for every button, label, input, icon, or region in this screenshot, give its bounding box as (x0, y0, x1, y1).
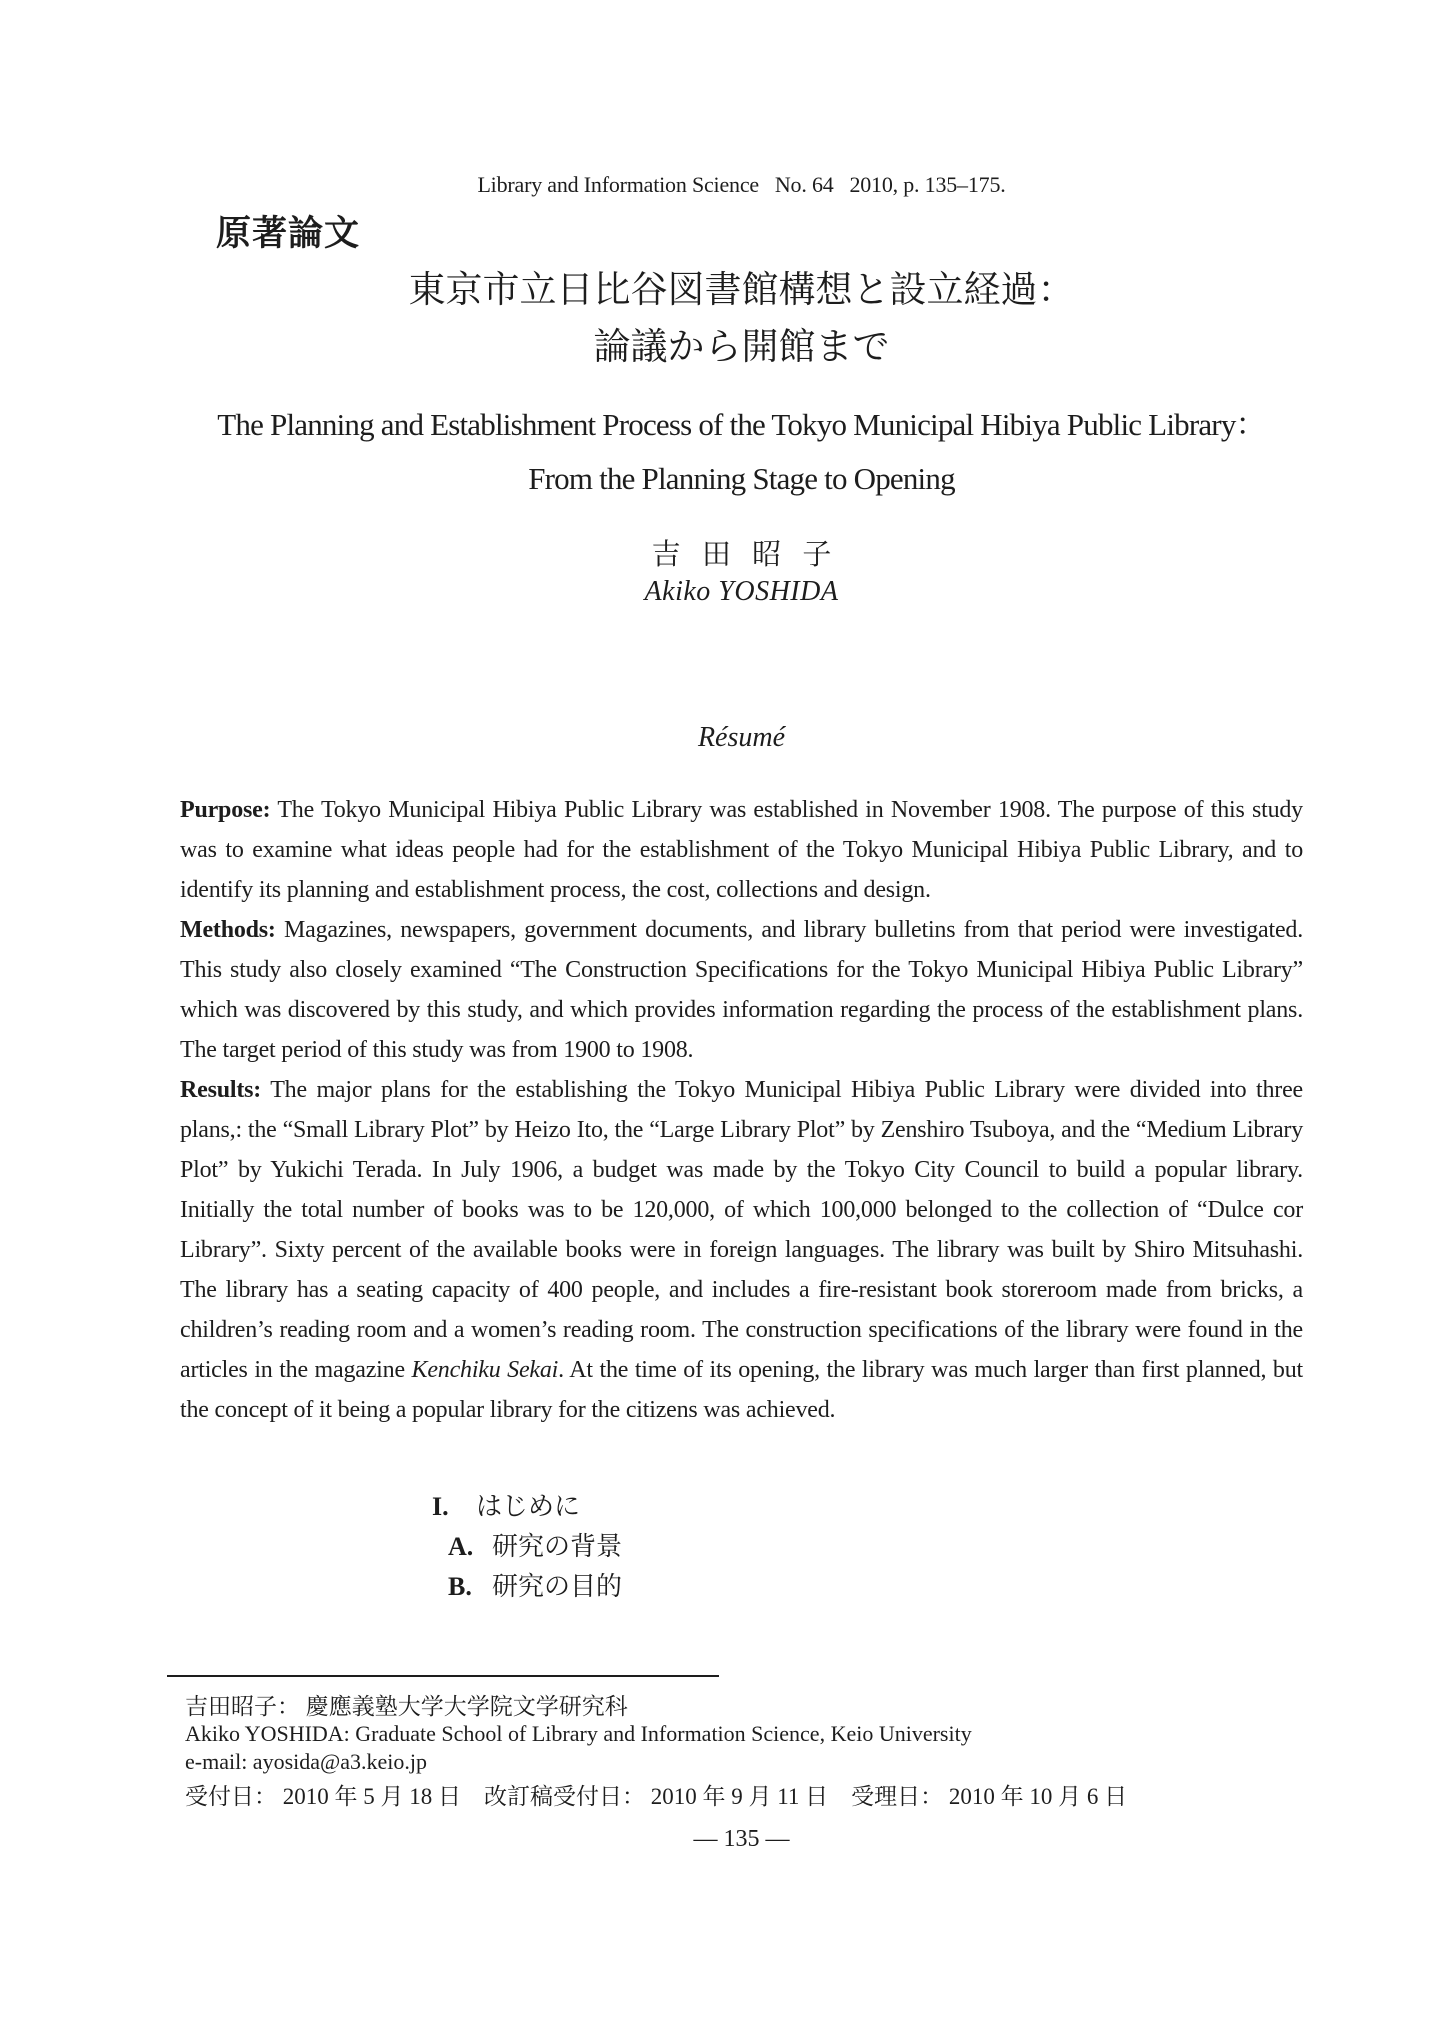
methods-label: Methods: (180, 917, 276, 943)
outline-item-I-text: はじめに (476, 1492, 581, 1521)
results-text-post: . At the time of its opening, the library was much larger than first planned, but the concept of it being a popular library for the citizens was achieved. (180, 1357, 1303, 1423)
outline-item-I (432, 1487, 622, 1527)
footnote-affiliation-japanese: 吉田昭子： 慶應義塾大学大学院文学研究科 (185, 1694, 628, 1719)
abstract (180, 790, 1303, 1430)
title-english-line1: The Planning and Establishment Process of the Tokyo Municipal Hibiya Public Library： (217, 407, 1266, 442)
outline-item-A-text: 研究の背景 (492, 1532, 623, 1561)
article-type-label: 原著論文 (216, 214, 361, 253)
magazine-title-italic: Kenchiku Sekai (411, 1357, 559, 1383)
table-of-contents (432, 1487, 622, 1607)
author-name-japanese: 吉 田 昭 子 (651, 539, 832, 571)
resume-heading: Résumé (697, 722, 786, 753)
purpose-label: Purpose: (180, 797, 271, 823)
abstract-purpose-paragraph (180, 790, 1303, 910)
outline-item-B-label: B. (448, 1572, 472, 1601)
abstract-results-paragraph (180, 1070, 1303, 1430)
journal-header: Library and Information Science No. 64 2010, p. 135–175. (477, 172, 1006, 197)
outline-item-I-label: I. (432, 1492, 449, 1521)
results-label: Results: (180, 1077, 262, 1103)
title-japanese-line2: 論議から開館まで (593, 327, 890, 368)
outline-item-B (448, 1567, 622, 1607)
title-japanese-line1: 東京市立日比谷図書館構想と設立経過： (408, 270, 1075, 311)
methods-text: Magazines, newspapers, government documents, and library bulletins from that period were investigated. This study also closely examined “The Construction Specifications for the Tokyo Municipal Hibiya Public Library” which was discovered by this study, and which provides information regarding the process of the establishment plans. The target period of this study was from 1900 to 1908. (180, 917, 1303, 1063)
outline-item-A (448, 1527, 622, 1567)
footnote-submission-dates: 受付日： 2010 年 5 月 18 日 改訂稿受付日： 2010 年 9 月 11 日 受理日： 2010 年 10 月 6 日 (185, 1784, 1128, 1809)
abstract-methods-paragraph (180, 910, 1303, 1070)
title-english (180, 398, 1303, 506)
footnote-email: e-mail: ayosida@a3.keio.jp (185, 1749, 428, 1774)
author-name-english: Akiko YOSHIDA (644, 576, 839, 607)
results-text-pre: The major plans for the establishing the Tokyo Municipal Hibiya Public Library were divided into three plans,: the “Small Library Plot” by Heizo Ito, the “Large Library Plot” by Zenshiro Tsuboya, and the “Medium Library Plot” by Yukichi Terada. In July 1906, a budget was made by the Tokyo City Council to build a popular library. Initially the total number of books was to be 120,000, of which 100,000 belonged to the collection of “Dulce cor Library”. Sixty percent of the available books were in foreign languages. The library was built by Shiro Mitsuhashi. The library has a seating capacity of 400 people, and includes a fire-resistant book storeroom made from bricks, a children’s reading room and a women’s reading room. The construction specifications of the library were found in the articles in the magazine (180, 1077, 1303, 1383)
outline-item-A-label: A. (448, 1532, 474, 1561)
outline-item-B-text: 研究の目的 (492, 1572, 623, 1601)
footnote-affiliation-english: Akiko YOSHIDA: Graduate School of Library and Information Science, Keio University (185, 1721, 972, 1746)
title-japanese (180, 262, 1303, 376)
page-number: — 135 — (693, 1826, 790, 1852)
purpose-text: The Tokyo Municipal Hibiya Public Library was established in November 1908. The purpose of this study was to examine what ideas people had for the establishment of the Tokyo Municipal Hibiya Public Library, and to identify its planning and establishment process, the cost, collections and design. (180, 797, 1303, 903)
title-english-line2: From the Planning Stage to Opening (528, 461, 955, 496)
footnote-divider (167, 1675, 719, 1677)
